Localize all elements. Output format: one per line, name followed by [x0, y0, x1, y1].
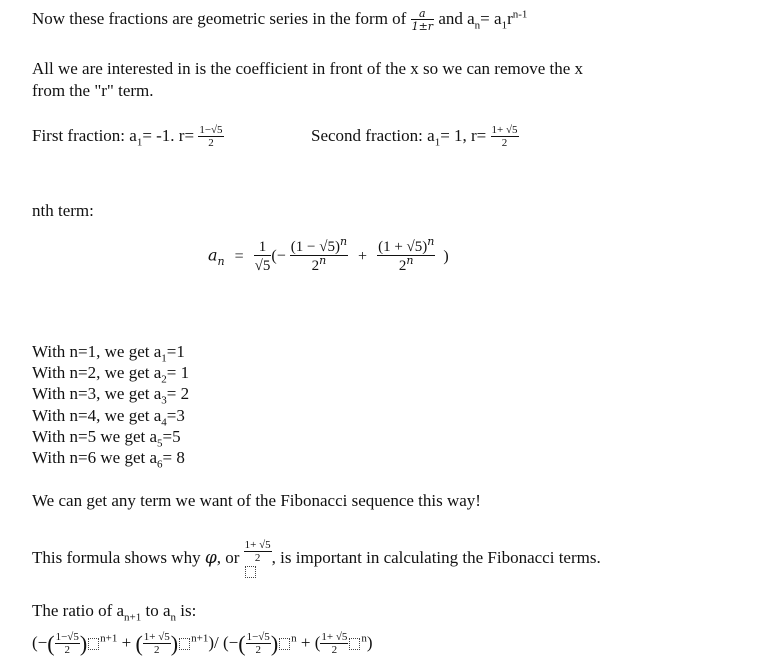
- ratio-fraction-3: $\frac{1-√5}{2}$: [246, 631, 270, 657]
- any-term-line: We can get any term we want of the Fibonacci sequence this way!: [32, 491, 481, 510]
- one-over-root5: $\frac{1}{√5}$: [254, 239, 271, 274]
- result-row: With n=1, we get $a_1=1$: [32, 342, 185, 365]
- interest-line-1: All we are interested in is the coefficient in front of the x so we can remove the x: [32, 59, 584, 78]
- ratio-fraction-4: $\frac{1+ √5}{2}$: [321, 631, 348, 657]
- nth-term-label: nth term:: [32, 201, 94, 220]
- ratio-label: The ratio of $a_{n+1}$ to $a_n$ is:: [32, 601, 197, 624]
- second-fraction: Second fraction: $a_1= 1$, r= $\frac{1+ √5}{2}$: [311, 124, 518, 150]
- term2-fraction: $\frac{(1 + √5)^n}{2^n}$: [378, 235, 435, 274]
- phi-line: This formula shows why φ, or $\frac{1+ √5}{2}$ , is important in calculating the Fibonacci terms.: [32, 540, 601, 578]
- result-row: With n=6 we get $a_6= 8$: [32, 448, 185, 471]
- placeholder-box: [245, 566, 256, 578]
- result-row: With n=4, we get $a_4=3$: [32, 406, 185, 429]
- placeholder-box: [349, 638, 360, 650]
- ratio-fraction-2: $\frac{1+ √5}{2}$: [143, 631, 170, 657]
- form-fraction: $\frac{a}{1\pm r}$: [411, 7, 434, 34]
- result-row: With n=3, we get $a_3= 2$: [32, 384, 190, 407]
- ratio-formula: (−( $\frac{1-√5}{2}$ ) $^{n+1}$ + ( $\frac{1+ √5}{2}$ ) $^{n+1}$)/ (−( $\frac{1-√5}{2}$ ) $^n$ + ( $\frac{1+ √5}{2}$ $^n$): [32, 631, 373, 657]
- phi-symbol: φ: [204, 547, 217, 568]
- placeholder-box: [88, 638, 99, 650]
- intro-line: Now these fractions are geometric series in the form of $\frac{a}{1\pm r}$ and $a_n= a_1r^{n-1}$: [32, 7, 528, 34]
- placeholder-box: [279, 638, 290, 650]
- intro-text: Now these fractions are geometric series in the form of: [32, 9, 407, 28]
- placeholder-box: [179, 638, 190, 650]
- interest-line-2: from the "r" term.: [32, 81, 154, 100]
- nth-term-formula: $a_n$ = $\frac{1}{√5}$ (− $\frac{(1 - √5)^n}{2^n}$ + $\frac{(1 + √5)^n}{2^n}$ ): [208, 235, 449, 274]
- phi-fraction: $\frac{1+ √5}{2}$: [244, 540, 272, 578]
- first-r-fraction: $\frac{1-√5}{2}$: [199, 124, 223, 150]
- ratio-fraction-1: $\frac{1-√5}{2}$: [55, 631, 79, 657]
- first-fraction: First fraction: $a_1= -1$. r= $\frac{1-√5}{2}$: [32, 124, 223, 150]
- term1-fraction: $\frac{(1 - √5)^n}{2^n}$: [290, 235, 348, 274]
- result-row: With n=2, we get $a_2= 1$: [32, 363, 190, 386]
- second-r-fraction: $\frac{1+ √5}{2}$: [491, 124, 518, 150]
- result-row: With n=5 we get $a_5=5$: [32, 427, 181, 450]
